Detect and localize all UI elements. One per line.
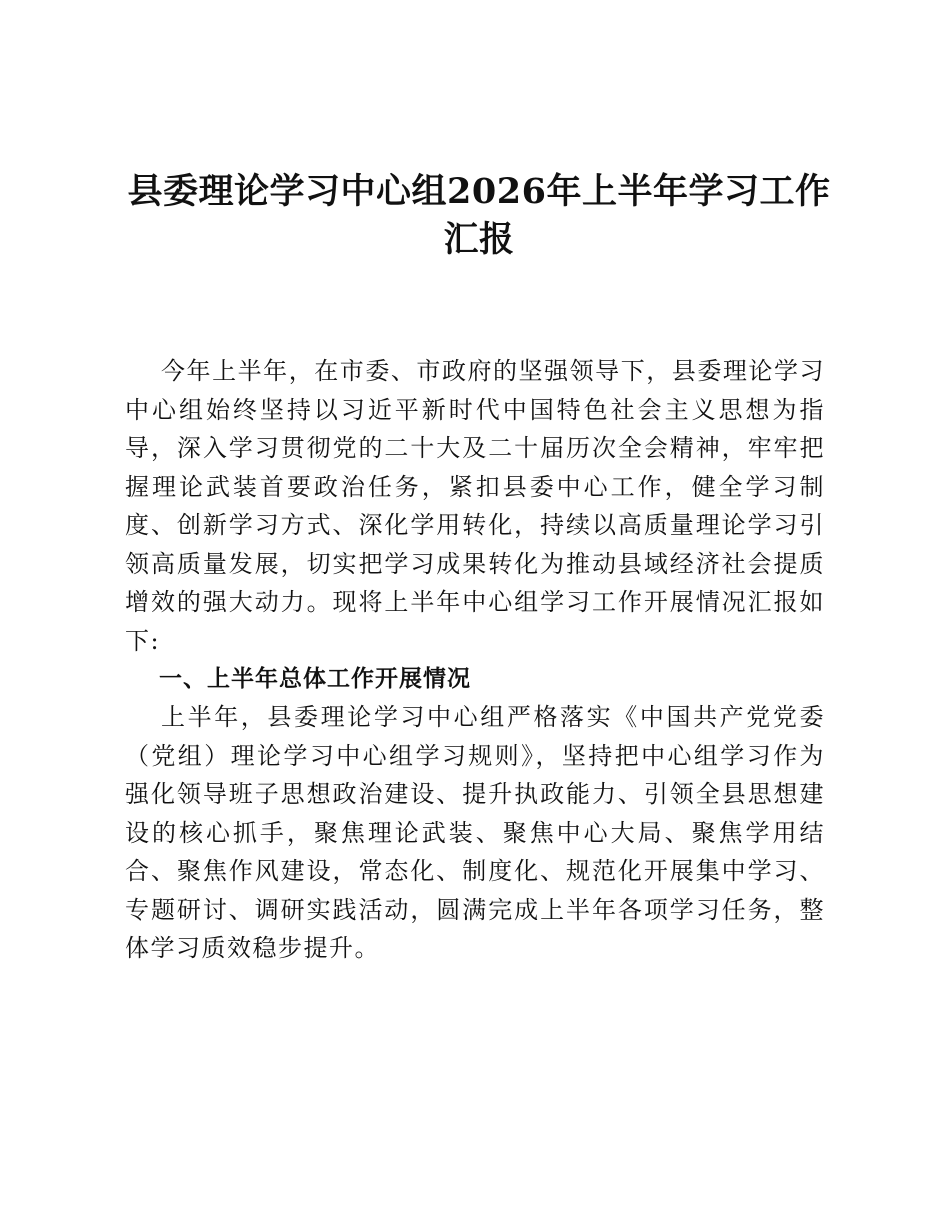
intro-paragraph: 今年上半年，在市委、市政府的坚强领导下，县委理论学习中心组始终坚持以习近平新时代中国特色社会主义思想为指导，深入学习贯彻党的二十大及二十届历次全会精神，牢牢把握理论武装首要政治任务，紧扣县委中心工作，健全学习制度、创新学习方式、深化学用转化，持续以高质量理论学习引领高质量发展，切实把学习成果转化为推动县域经济社会提质增效的强大动力。现将上半年中心组学习工作开展情况汇报如下: bbox=[125, 357, 825, 655]
section-paragraph: 上半年，县委理论学习中心组严格落实《中国共产党党委（党组）理论学习中心组学习规则》，坚持把中心组学习作为强化领导班子思想政治建设、提升执政能力、引领全县思想建设的核心抓手，聚焦理论武装、聚焦中心大局、聚焦学用结合、聚焦作风建设，常态化、制度化、规范化开展集中学习、专题研讨、调研实践活动，圆满完成上半年各项学习任务，整体学习质效稳步提升。 bbox=[125, 703, 825, 962]
section-heading: 一、上半年总体工作开展情况 bbox=[159, 666, 471, 692]
document-title: 县委理论学习中心组2026年上半年学习工作汇报 bbox=[127, 171, 831, 260]
